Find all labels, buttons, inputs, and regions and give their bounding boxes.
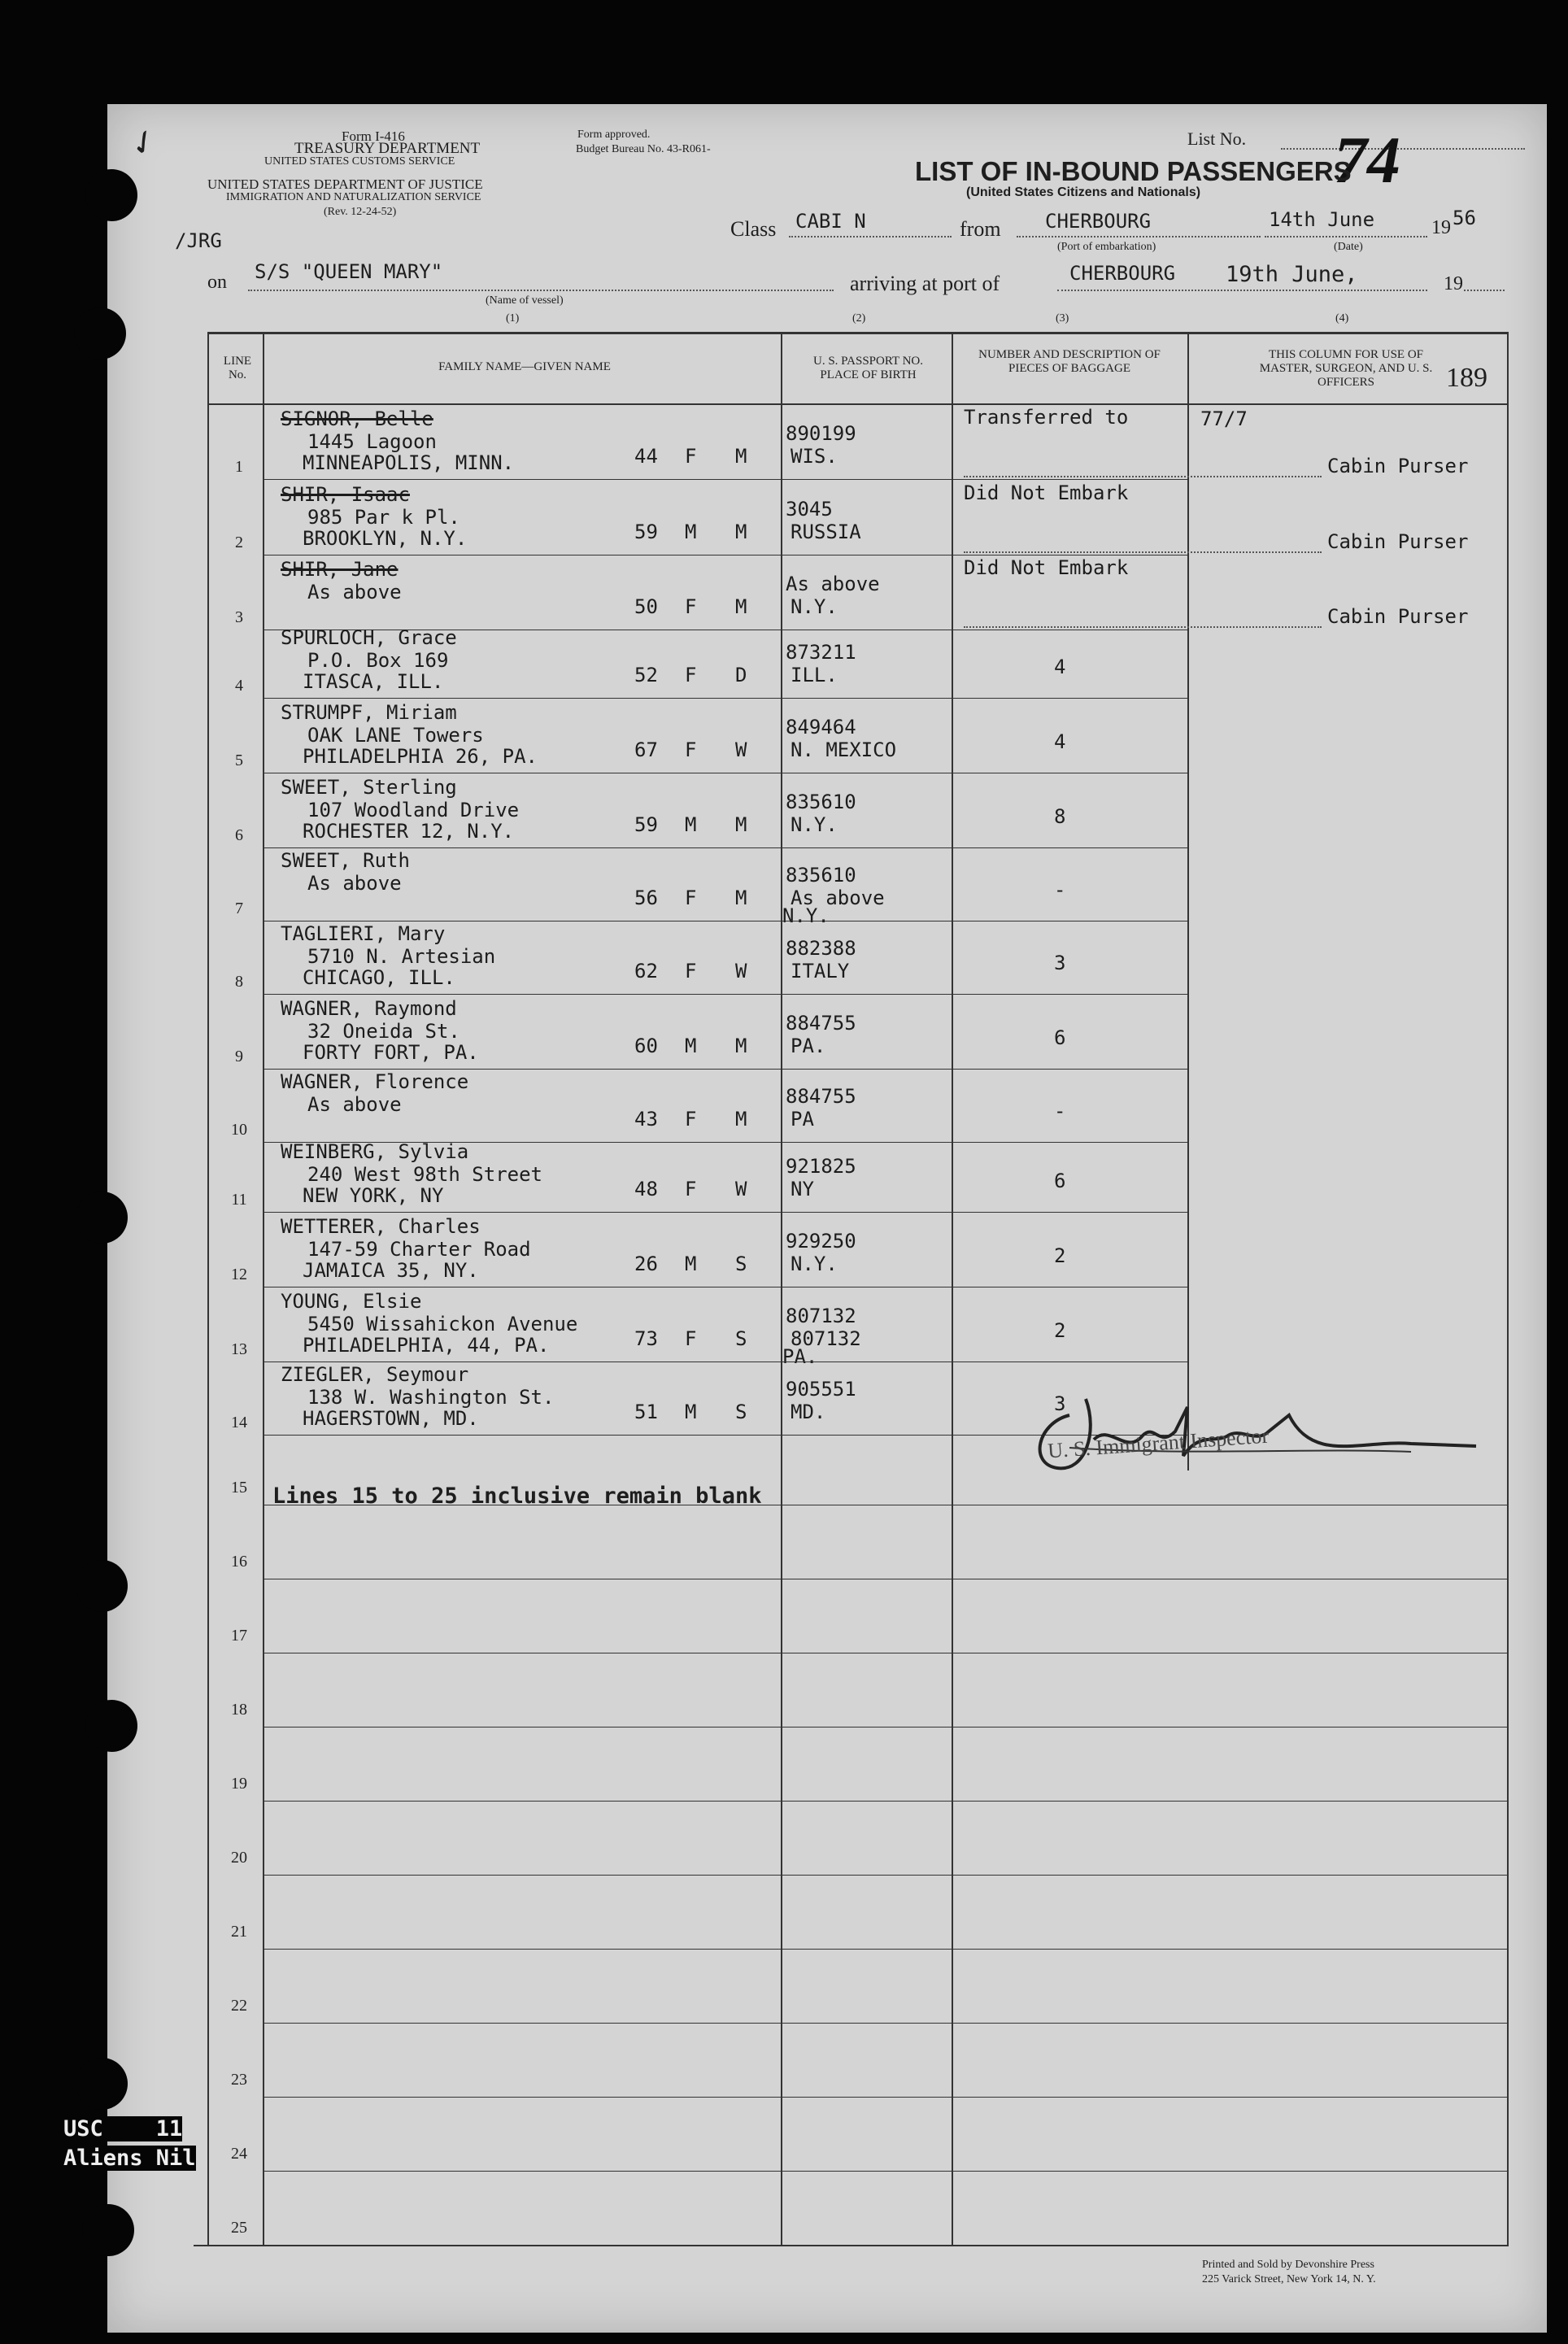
dept-justice: UNITED STATES DEPARTMENT OF JUSTICE bbox=[207, 176, 483, 192]
form-rev: (Rev. 12-24-52) bbox=[324, 206, 397, 218]
check-mark-icon: ✓ bbox=[122, 120, 165, 166]
line-number: 15 bbox=[231, 1479, 247, 1497]
passenger-age: 44 bbox=[634, 445, 658, 468]
row-divider bbox=[263, 2245, 1507, 2246]
place-of-birth: As above bbox=[791, 887, 885, 909]
column-header-name: FAMILY NAME—GIVEN NAME bbox=[438, 360, 611, 373]
passenger-marital: S bbox=[735, 1401, 747, 1423]
baggage: - bbox=[1054, 878, 1066, 901]
passenger-address-1: 147-59 Charter Road bbox=[307, 1238, 531, 1261]
place-of-birth: MD. bbox=[791, 1401, 826, 1423]
passenger-marital: M bbox=[735, 813, 747, 836]
line-number: 20 bbox=[231, 1849, 247, 1867]
page-title: LIST OF IN-BOUND PASSENGERS bbox=[915, 156, 1352, 186]
list-no-value: 74 bbox=[1334, 123, 1400, 197]
passenger-name: SHIR, Jane bbox=[281, 558, 399, 581]
line-number: 6 bbox=[235, 826, 243, 844]
passenger-address-1: 240 West 98th Street bbox=[307, 1163, 542, 1186]
row-divider bbox=[263, 1069, 1187, 1070]
passenger-address-2: JAMAICA 35, NY. bbox=[303, 1259, 479, 1282]
line-number: 3 bbox=[235, 608, 243, 626]
passenger-age: 26 bbox=[634, 1253, 658, 1275]
passenger-marital: S bbox=[735, 1327, 747, 1350]
place-of-birth: PA bbox=[791, 1108, 814, 1131]
passenger-address-1: As above bbox=[307, 872, 402, 895]
line-number: 9 bbox=[235, 1048, 243, 1065]
passenger-marital: M bbox=[735, 445, 747, 468]
place-of-birth-2: N.Y. bbox=[782, 904, 830, 927]
punch-hole bbox=[76, 1192, 128, 1244]
line-number: 5 bbox=[235, 752, 243, 769]
passenger-sex: F bbox=[685, 1178, 697, 1200]
passenger-marital: M bbox=[735, 887, 747, 909]
row-divider bbox=[263, 555, 1187, 556]
officer-note-purser: Cabin Purser bbox=[1327, 455, 1469, 477]
passport-number: 873211 bbox=[786, 641, 856, 664]
passenger-name: WAGNER, Raymond bbox=[281, 997, 457, 1020]
passenger-name: TAGLIERI, Mary bbox=[281, 922, 446, 945]
line-number: 12 bbox=[231, 1266, 247, 1283]
line-number: 18 bbox=[231, 1701, 247, 1719]
passenger-age: 43 bbox=[634, 1108, 658, 1131]
baggage: 8 bbox=[1054, 805, 1066, 828]
row-divider bbox=[263, 479, 1187, 480]
line-number: 25 bbox=[231, 2219, 247, 2237]
passenger-age: 62 bbox=[634, 960, 658, 982]
place-of-birth: RUSSIA bbox=[791, 521, 861, 543]
clerk-initials: /JRG bbox=[175, 229, 222, 252]
dept-treasury: TREASURY DEPARTMENT bbox=[294, 140, 481, 157]
passport-number: 849464 bbox=[786, 716, 856, 738]
baggage: Did Not Embark bbox=[964, 556, 1129, 579]
line-number: 7 bbox=[235, 900, 243, 917]
passenger-age: 59 bbox=[634, 813, 658, 836]
passenger-sex: M bbox=[685, 521, 697, 543]
baggage: 2 bbox=[1054, 1244, 1066, 1267]
passenger-name: SIGNOR, Belle bbox=[281, 407, 433, 430]
passenger-sex: F bbox=[685, 1327, 697, 1350]
place-of-birth: N. MEXICO bbox=[791, 738, 897, 761]
passenger-address-2: FORTY FORT, PA. bbox=[303, 1041, 479, 1064]
class-label: Class bbox=[730, 217, 777, 241]
punch-hole bbox=[85, 1700, 137, 1752]
passenger-sex: F bbox=[685, 1108, 697, 1131]
baggage: 4 bbox=[1054, 730, 1066, 753]
passenger-address-2: BROOKLYN, N.Y. bbox=[303, 527, 468, 550]
passenger-name: WAGNER, Florence bbox=[281, 1070, 469, 1093]
line-number: 16 bbox=[231, 1553, 247, 1571]
passenger-address-2: HAGERSTOWN, MD. bbox=[303, 1407, 479, 1430]
baggage: 6 bbox=[1054, 1170, 1066, 1192]
passenger-age: 73 bbox=[634, 1327, 658, 1350]
column-header-baggage: NUMBER AND DESCRIPTION OF PIECES OF BAGGAGE bbox=[978, 348, 1161, 375]
passenger-marital: D bbox=[735, 664, 747, 686]
line-number: 17 bbox=[231, 1627, 247, 1645]
passenger-address-1: 5450 Wissahickon Avenue bbox=[307, 1313, 578, 1335]
baggage: 3 bbox=[1054, 1392, 1066, 1415]
line-number: 22 bbox=[231, 1997, 247, 2015]
passenger-address-1: 5710 N. Artesian bbox=[307, 945, 496, 968]
inspector-caption: U. S. Immigrant Inspector bbox=[1047, 1423, 1270, 1463]
row-divider bbox=[263, 847, 1187, 848]
punch-hole bbox=[76, 1560, 128, 1612]
place-of-birth-2: PA. bbox=[782, 1345, 818, 1368]
vessel-caption: (Name of vessel) bbox=[486, 294, 564, 307]
port-embark-caption: (Port of embarkation) bbox=[1057, 241, 1156, 253]
line-number: 14 bbox=[231, 1414, 247, 1431]
passenger-sex: F bbox=[685, 960, 697, 982]
line-number: 21 bbox=[231, 1923, 247, 1941]
row-divider bbox=[263, 1801, 1507, 1802]
row-divider bbox=[263, 1875, 1507, 1876]
passenger-marital: M bbox=[735, 1035, 747, 1057]
passenger-age: 56 bbox=[634, 887, 658, 909]
passenger-address-2: PHILADELPHIA 26, PA. bbox=[303, 745, 538, 768]
row-divider bbox=[263, 2097, 1507, 2098]
budget-bureau: Budget Bureau No. 43-R061- bbox=[576, 143, 711, 155]
passenger-name: YOUNG, Elsie bbox=[281, 1290, 422, 1313]
place-of-birth: ILL. bbox=[791, 664, 838, 686]
date-caption: (Date) bbox=[1334, 241, 1363, 253]
page-subtitle: (United States Citizens and Nationals) bbox=[966, 185, 1201, 199]
column-number-4: (4) bbox=[1335, 312, 1349, 325]
blank-lines-note: Lines 15 to 25 inclusive remain blank bbox=[272, 1484, 762, 1509]
row-divider bbox=[263, 994, 1187, 995]
printer-imprint-2: 225 Varick Street, New York 14, N. Y. bbox=[1202, 2273, 1376, 2285]
passenger-sex: F bbox=[685, 664, 697, 686]
passenger-sex: M bbox=[685, 1401, 697, 1423]
year-2: 19 bbox=[1444, 273, 1463, 294]
margin-note-usc: USC 11 bbox=[63, 2116, 183, 2141]
year-prefix: 19 bbox=[1431, 217, 1451, 238]
passenger-address-1: As above bbox=[307, 1093, 402, 1116]
passport-number: 835610 bbox=[786, 791, 856, 813]
place-of-birth: WIS. bbox=[791, 445, 838, 468]
baggage: - bbox=[1054, 1100, 1066, 1122]
passenger-marital: S bbox=[735, 1253, 747, 1275]
passenger-name: SHIR, Isaac bbox=[281, 483, 410, 506]
passport-number: 890199 bbox=[786, 422, 856, 445]
passport-number: 921825 bbox=[786, 1155, 856, 1178]
row-divider bbox=[263, 1727, 1507, 1728]
passport-number: 882388 bbox=[786, 937, 856, 960]
row-divider bbox=[263, 698, 1187, 699]
passport-number: 884755 bbox=[786, 1012, 856, 1035]
form-approved: Form approved. bbox=[577, 129, 651, 141]
dotted-line bbox=[964, 476, 1322, 477]
passenger-name: SWEET, Ruth bbox=[281, 849, 410, 872]
passenger-sex: M bbox=[685, 813, 697, 836]
officer-note-purser: Cabin Purser bbox=[1327, 605, 1469, 628]
line-number: 8 bbox=[235, 973, 243, 991]
passenger-sex: F bbox=[685, 887, 697, 909]
line-number: 23 bbox=[231, 2071, 247, 2089]
place-of-birth: N.Y. bbox=[791, 813, 838, 836]
line-number: 10 bbox=[231, 1121, 247, 1139]
row-divider bbox=[263, 2023, 1507, 2024]
passenger-address-1: 32 Oneida St. bbox=[307, 1020, 460, 1043]
passport-number: 3045 bbox=[786, 498, 833, 521]
passenger-address-2: CHICAGO, ILL. bbox=[303, 966, 455, 989]
passport-number: 807132 bbox=[786, 1305, 856, 1327]
passport-number: 929250 bbox=[786, 1230, 856, 1253]
baggage: 4 bbox=[1054, 656, 1066, 678]
from-value: CHERBOURG bbox=[1045, 210, 1152, 233]
dotted-line bbox=[964, 626, 1322, 628]
passenger-marital: M bbox=[735, 1108, 747, 1131]
passenger-address-2: ITASCA, ILL. bbox=[303, 670, 444, 693]
passenger-sex: M bbox=[685, 1253, 697, 1275]
line-number: 13 bbox=[231, 1340, 247, 1358]
passenger-address-1: 138 W. Washington St. bbox=[307, 1386, 555, 1409]
passenger-address-1: P.O. Box 169 bbox=[307, 649, 449, 672]
passenger-age: 51 bbox=[634, 1401, 658, 1423]
baggage: 2 bbox=[1054, 1319, 1066, 1342]
passenger-marital: W bbox=[735, 738, 747, 761]
arrival-date: 19th June, bbox=[1226, 262, 1358, 287]
column-header-line-no: LINE No. bbox=[223, 355, 252, 381]
list-no-label: List No. bbox=[1187, 129, 1247, 149]
baggage: Did Not Embark bbox=[964, 481, 1129, 504]
punch-hole bbox=[85, 169, 137, 221]
place-of-birth: PA. bbox=[791, 1035, 826, 1057]
line-number: 1 bbox=[235, 458, 243, 476]
margin-note-aliens: Aliens Nil bbox=[63, 2146, 196, 2171]
punch-hole bbox=[74, 307, 126, 359]
officer-note-purser: Cabin Purser bbox=[1327, 530, 1469, 553]
passenger-address-1: 1445 Lagoon bbox=[307, 430, 437, 453]
form-number: Form I-416 bbox=[342, 129, 405, 144]
on-label: on bbox=[207, 272, 227, 293]
baggage: 6 bbox=[1054, 1026, 1066, 1049]
passenger-sex: M bbox=[685, 1035, 697, 1057]
passenger-address-2: NEW YORK, NY bbox=[303, 1184, 444, 1207]
passenger-marital: W bbox=[735, 1178, 747, 1200]
punch-hole bbox=[76, 2058, 128, 2110]
passenger-age: 52 bbox=[634, 664, 658, 686]
passenger-name: WEINBERG, Sylvia bbox=[281, 1140, 469, 1163]
passenger-address-1: OAK LANE Towers bbox=[307, 724, 484, 747]
passport-number: 905551 bbox=[786, 1378, 856, 1401]
passport-number: 835610 bbox=[786, 864, 856, 887]
column-header-passport: U. S. PASSPORT NO. PLACE OF BIRTH bbox=[813, 355, 923, 381]
passport-number: As above bbox=[786, 573, 880, 595]
line-number: 19 bbox=[231, 1775, 247, 1793]
passenger-sex: F bbox=[685, 445, 697, 468]
row-divider bbox=[263, 1949, 1507, 1950]
passenger-name: STRUMPF, Miriam bbox=[281, 701, 457, 724]
dept-ins: IMMIGRATION AND NATURALIZATION SERVICE bbox=[226, 191, 481, 203]
passenger-marital: M bbox=[735, 521, 747, 543]
place-of-birth: 807132 bbox=[791, 1327, 861, 1350]
place-of-birth: N.Y. bbox=[791, 595, 838, 618]
passenger-address-1: 107 Woodland Drive bbox=[307, 799, 520, 821]
passenger-marital: M bbox=[735, 595, 747, 618]
line-number: 4 bbox=[235, 677, 243, 695]
vessel-name: S/S "QUEEN MARY" bbox=[255, 260, 443, 283]
from-label: from bbox=[960, 217, 1001, 241]
depart-date: 14th June bbox=[1269, 208, 1375, 231]
passport-number: 884755 bbox=[786, 1085, 856, 1108]
arrival-port: CHERBOURG bbox=[1069, 262, 1176, 285]
place-of-birth: N.Y. bbox=[791, 1253, 838, 1275]
dotted-line bbox=[964, 551, 1322, 553]
column-header-officers: THIS COLUMN FOR USE OF MASTER, SURGEON, AND U. S. OFFICERS bbox=[1259, 348, 1433, 389]
officers-number: 189 bbox=[1446, 363, 1487, 393]
line-number: 24 bbox=[231, 2145, 247, 2163]
passenger-name: ZIEGLER, Seymour bbox=[281, 1363, 469, 1386]
passenger-address-2: MINNEAPOLIS, MINN. bbox=[303, 451, 515, 474]
passenger-marital: W bbox=[735, 960, 747, 982]
printer-imprint-1: Printed and Sold by Devonshire Press bbox=[1202, 2259, 1374, 2271]
passenger-sex: F bbox=[685, 595, 697, 618]
passenger-name: SPURLOCH, Grace bbox=[281, 626, 457, 649]
passenger-age: 67 bbox=[634, 738, 658, 761]
place-of-birth: NY bbox=[791, 1178, 814, 1200]
year-suffix: 56 bbox=[1453, 207, 1476, 229]
arriving-label: arriving at port of bbox=[850, 272, 1000, 295]
punch-hole bbox=[82, 2204, 134, 2256]
baggage: 3 bbox=[1054, 952, 1066, 974]
baggage: Transferred to bbox=[964, 406, 1129, 429]
column-number-1: (1) bbox=[506, 312, 520, 325]
passenger-age: 59 bbox=[634, 521, 658, 543]
dept-customs: UNITED STATES CUSTOMS SERVICE bbox=[264, 155, 455, 168]
passenger-age: 48 bbox=[634, 1178, 658, 1200]
row-divider bbox=[263, 1212, 1187, 1213]
class-value: CABI N bbox=[795, 210, 866, 233]
row-divider bbox=[263, 2171, 1507, 2172]
officer-note: 77/7 bbox=[1200, 407, 1248, 430]
passenger-name: WETTERER, Charles bbox=[281, 1215, 481, 1238]
passenger-address-1: 985 Par k Pl. bbox=[307, 506, 460, 529]
passenger-name: SWEET, Sterling bbox=[281, 776, 457, 799]
passenger-age: 50 bbox=[634, 595, 658, 618]
passenger-age: 60 bbox=[634, 1035, 658, 1057]
place-of-birth: ITALY bbox=[791, 960, 850, 982]
passenger-address-2: PHILADELPHIA, 44, PA. bbox=[303, 1334, 550, 1357]
line-number: 2 bbox=[235, 534, 243, 551]
column-number-3: (3) bbox=[1056, 312, 1069, 325]
column-number-2: (2) bbox=[852, 312, 866, 325]
line-number: 11 bbox=[231, 1191, 247, 1209]
passenger-sex: F bbox=[685, 738, 697, 761]
passenger-address-2: ROCHESTER 12, N.Y. bbox=[303, 820, 515, 843]
passenger-address-1: As above bbox=[307, 581, 402, 603]
